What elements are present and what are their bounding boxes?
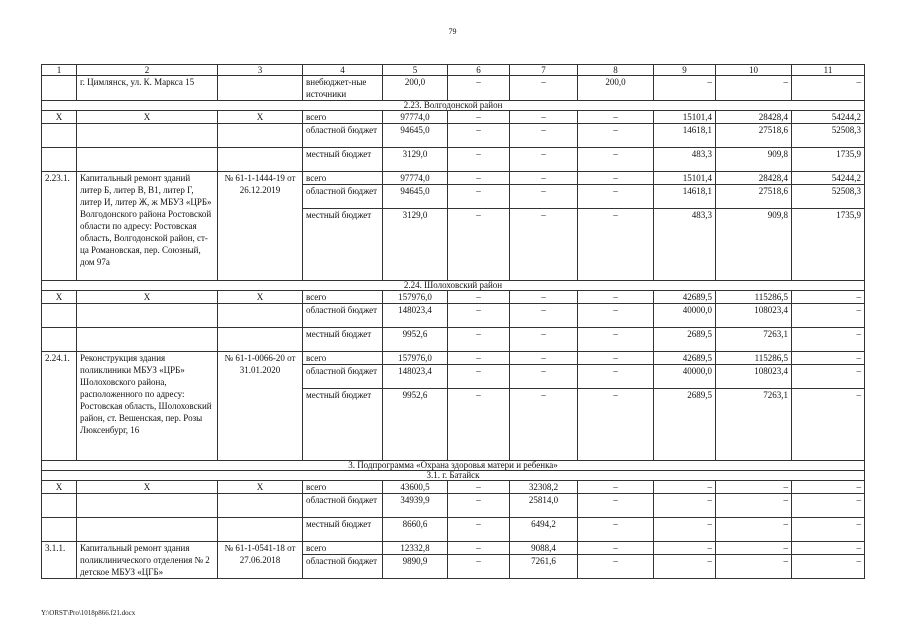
cell-c6: – — [448, 111, 510, 124]
cell-c11: 54244,2 — [792, 111, 865, 124]
cell-c3: Х — [218, 111, 303, 124]
column-number-cell: 10 — [716, 65, 792, 76]
cell-c10: 115286,5 — [716, 352, 792, 365]
cell-c8: – — [578, 124, 654, 148]
cell-c2: Х — [77, 481, 218, 494]
cell-c4: всего — [303, 352, 383, 365]
table-row — [42, 352, 865, 365]
section-heading-row — [42, 471, 865, 481]
table-row — [42, 111, 865, 124]
cell-c9: 14618,1 — [654, 124, 716, 148]
item-description: Капитальный ремонт зданий литер Б, литер В, В1, литер Г, литер И, литер Ж, ж МБУЗ «ЦРБ» Волгодонского района Ростовской области по адресу: Ростовская область, Волгодонской район, ст-ца Романовская, пер. Союзный, дом 97а — [77, 172, 218, 281]
cell-c10: 909,8 — [716, 148, 792, 172]
cell-c7: – — [510, 185, 578, 209]
cell-c9: 2689,5 — [654, 328, 716, 352]
column-number-row — [42, 65, 865, 76]
cell-c3 — [218, 494, 303, 518]
cell-c11: – — [792, 481, 865, 494]
section-heading-row — [42, 101, 865, 111]
cell-c7: – — [510, 172, 578, 185]
cell-c8: – — [578, 494, 654, 518]
cell-c8: – — [578, 291, 654, 304]
cell-c8: 200,0 — [578, 76, 654, 101]
section-heading: 3.1. г. Батайск — [42, 471, 865, 481]
column-number-cell: 1 — [42, 65, 77, 76]
cell-c3: Х — [218, 291, 303, 304]
cell-c8: – — [578, 542, 654, 555]
cell-c4: местный бюджет — [303, 518, 383, 542]
cell-c11: – — [792, 555, 865, 579]
cell-c8: – — [578, 555, 654, 579]
cell-c2: Х — [77, 291, 218, 304]
cell-c2: г. Цимлянск, ул. К. Маркса 15 — [77, 76, 218, 101]
cell-c1: Х — [42, 291, 77, 304]
cell-c7: – — [510, 389, 578, 461]
cell-c2 — [77, 518, 218, 542]
cell-c10: 28428,4 — [716, 111, 792, 124]
cell-c5: 8660,6 — [383, 518, 448, 542]
cell-c5: 3129,0 — [383, 148, 448, 172]
cell-c2 — [77, 328, 218, 352]
cell-c3: Х — [218, 481, 303, 494]
table-row — [42, 328, 865, 352]
cell-c6: – — [448, 481, 510, 494]
column-number-cell: 3 — [218, 65, 303, 76]
cell-c6: – — [448, 328, 510, 352]
table-row — [42, 304, 865, 328]
cell-c7: 25814,0 — [510, 494, 578, 518]
cell-c4: всего — [303, 172, 383, 185]
item-document: № 61-1-1444-19 от 26.12.2019 — [218, 172, 303, 281]
cell-c1 — [42, 124, 77, 148]
file-path-footer: Y:\ORST\Pro\1018p866.f21.docx — [41, 609, 136, 617]
cell-c5: 9952,6 — [383, 328, 448, 352]
table-row — [42, 494, 865, 518]
section-heading-row — [42, 461, 865, 471]
cell-c5: 157976,0 — [383, 352, 448, 365]
cell-c7: 32308,2 — [510, 481, 578, 494]
cell-c9: 40000,0 — [654, 304, 716, 328]
cell-c1 — [42, 148, 77, 172]
cell-c9: 15101,4 — [654, 172, 716, 185]
cell-c1: Х — [42, 481, 77, 494]
cell-c7: – — [510, 111, 578, 124]
item-number: 2.24.1. — [42, 352, 77, 461]
cell-c9: 2689,5 — [654, 389, 716, 461]
cell-c8: – — [578, 352, 654, 365]
cell-c4: всего — [303, 481, 383, 494]
cell-c3 — [218, 328, 303, 352]
cell-c7: 6494,2 — [510, 518, 578, 542]
cell-c7: – — [510, 291, 578, 304]
cell-c5: 94645,0 — [383, 185, 448, 209]
item-description: Реконструкция здания поликлиники МБУЗ «ЦРБ» Шолоховского района, расположенного по адресу: Ростовская область, Шолоховский район, ст. Вешенская, пер. Розы Люксенбург, 16 — [77, 352, 218, 461]
cell-c11: 1735,9 — [792, 148, 865, 172]
cell-c6: – — [448, 555, 510, 579]
cell-c11: – — [792, 518, 865, 542]
cell-c4: местный бюджет — [303, 148, 383, 172]
cell-c8: – — [578, 481, 654, 494]
cell-c11: – — [792, 542, 865, 555]
cell-c10: – — [716, 76, 792, 101]
cell-c1 — [42, 494, 77, 518]
cell-c5: 148023,4 — [383, 304, 448, 328]
cell-c11: 52508,3 — [792, 124, 865, 148]
column-number-cell: 2 — [77, 65, 218, 76]
cell-c9: – — [654, 494, 716, 518]
cell-c10: 7263,1 — [716, 328, 792, 352]
cell-c6: – — [448, 148, 510, 172]
section-heading-row — [42, 281, 865, 291]
cell-c10: – — [716, 518, 792, 542]
cell-c8: – — [578, 518, 654, 542]
cell-c7: – — [510, 76, 578, 101]
cell-c11: – — [792, 352, 865, 365]
cell-c10: 28428,4 — [716, 172, 792, 185]
cell-c10: 27518,6 — [716, 185, 792, 209]
cell-c6: – — [448, 518, 510, 542]
cell-c7: – — [510, 352, 578, 365]
table-row — [42, 148, 865, 172]
cell-c6: – — [448, 365, 510, 389]
cell-c7: 9088,4 — [510, 542, 578, 555]
cell-c2: Х — [77, 111, 218, 124]
column-number-cell: 6 — [448, 65, 510, 76]
column-number-cell: 5 — [383, 65, 448, 76]
cell-c6: – — [448, 124, 510, 148]
cell-c9: 483,3 — [654, 209, 716, 281]
cell-c3 — [218, 148, 303, 172]
column-number-cell: 7 — [510, 65, 578, 76]
cell-c3 — [218, 124, 303, 148]
cell-c4: местный бюджет — [303, 209, 383, 281]
cell-c3 — [218, 76, 303, 101]
cell-c6: – — [448, 185, 510, 209]
cell-c11: – — [792, 328, 865, 352]
cell-c10: 27518,6 — [716, 124, 792, 148]
cell-c9: – — [654, 518, 716, 542]
cell-c7: 7261,6 — [510, 555, 578, 579]
cell-c1: Х — [42, 111, 77, 124]
cell-c11: 1735,9 — [792, 209, 865, 281]
cell-c11: – — [792, 76, 865, 101]
column-number-cell: 11 — [792, 65, 865, 76]
column-number-cell: 8 — [578, 65, 654, 76]
section-heading: 2.23. Волгодонской район — [42, 101, 865, 111]
budget-table — [41, 64, 865, 579]
cell-c8: – — [578, 111, 654, 124]
cell-c5: 12332,8 — [383, 542, 448, 555]
cell-c5: 9890,9 — [383, 555, 448, 579]
cell-c7: – — [510, 209, 578, 281]
item-document: № 61-1-0066-20 от 31.01.2020 — [218, 352, 303, 461]
cell-c9: – — [654, 542, 716, 555]
cell-c10: 108023,4 — [716, 304, 792, 328]
table-row — [42, 124, 865, 148]
cell-c7: – — [510, 124, 578, 148]
cell-c10: 108023,4 — [716, 365, 792, 389]
cell-c1 — [42, 328, 77, 352]
section-heading: 2.24. Шолоховский район — [42, 281, 865, 291]
cell-c4: местный бюджет — [303, 389, 383, 461]
cell-c6: – — [448, 389, 510, 461]
item-document: № 61-1-0541-18 от 27.06.2018 — [218, 542, 303, 579]
table-row — [42, 481, 865, 494]
cell-c10: 909,8 — [716, 209, 792, 281]
cell-c2 — [77, 124, 218, 148]
cell-c8: – — [578, 185, 654, 209]
cell-c9: 483,3 — [654, 148, 716, 172]
cell-c7: – — [510, 304, 578, 328]
cell-c4: внебюджет-ные источники — [303, 76, 383, 101]
item-number: 3.1.1. — [42, 542, 77, 579]
cell-c6: – — [448, 304, 510, 328]
cell-c5: 34939,9 — [383, 494, 448, 518]
cell-c6: – — [448, 542, 510, 555]
item-description: Капитальный ремонт здания поликлинического отделения № 2 детское МБУЗ «ЦГБ» — [77, 542, 218, 579]
cell-c11: 52508,3 — [792, 185, 865, 209]
column-number-cell: 4 — [303, 65, 383, 76]
table-row — [42, 518, 865, 542]
cell-c5: 43600,5 — [383, 481, 448, 494]
cell-c2 — [77, 304, 218, 328]
cell-c10: 115286,5 — [716, 291, 792, 304]
cell-c6: – — [448, 494, 510, 518]
cell-c9: – — [654, 481, 716, 494]
cell-c4: местный бюджет — [303, 328, 383, 352]
cell-c8: – — [578, 209, 654, 281]
cell-c4: областной бюджет — [303, 555, 383, 579]
cell-c3 — [218, 518, 303, 542]
table-row — [42, 172, 865, 185]
table-row — [42, 76, 865, 101]
cell-c3 — [218, 304, 303, 328]
cell-c9: 14618,1 — [654, 185, 716, 209]
cell-c8: – — [578, 389, 654, 461]
cell-c4: областной бюджет — [303, 185, 383, 209]
cell-c10: – — [716, 555, 792, 579]
cell-c11: – — [792, 291, 865, 304]
cell-c11: – — [792, 389, 865, 461]
cell-c10: – — [716, 494, 792, 518]
cell-c9: – — [654, 76, 716, 101]
cell-c10: – — [716, 542, 792, 555]
cell-c10: – — [716, 481, 792, 494]
cell-c8: – — [578, 304, 654, 328]
cell-c7: – — [510, 365, 578, 389]
cell-c6: – — [448, 172, 510, 185]
cell-c4: областной бюджет — [303, 365, 383, 389]
cell-c9: 15101,4 — [654, 111, 716, 124]
cell-c4: всего — [303, 542, 383, 555]
cell-c8: – — [578, 172, 654, 185]
cell-c11: – — [792, 494, 865, 518]
cell-c5: 97774,0 — [383, 111, 448, 124]
cell-c10: 7263,1 — [716, 389, 792, 461]
cell-c6: – — [448, 76, 510, 101]
table-row — [42, 542, 865, 555]
cell-c4: всего — [303, 111, 383, 124]
cell-c11: – — [792, 304, 865, 328]
cell-c6: – — [448, 352, 510, 365]
cell-c1 — [42, 304, 77, 328]
cell-c9: 40000,0 — [654, 365, 716, 389]
cell-c4: областной бюджет — [303, 494, 383, 518]
cell-c6: – — [448, 209, 510, 281]
cell-c5: 3129,0 — [383, 209, 448, 281]
cell-c11: 54244,2 — [792, 172, 865, 185]
cell-c11: – — [792, 365, 865, 389]
table-row — [42, 291, 865, 304]
cell-c8: – — [578, 365, 654, 389]
cell-c1 — [42, 518, 77, 542]
cell-c1 — [42, 76, 77, 101]
section-heading: 3. Подпрограмма «Охрана здоровья матери и ребенка» — [42, 461, 865, 471]
cell-c5: 9952,6 — [383, 389, 448, 461]
cell-c5: 94645,0 — [383, 124, 448, 148]
cell-c9: 42689,5 — [654, 291, 716, 304]
cell-c8: – — [578, 148, 654, 172]
column-number-cell: 9 — [654, 65, 716, 76]
cell-c5: 200,0 — [383, 76, 448, 101]
cell-c9: – — [654, 555, 716, 579]
page-number: 79 — [448, 27, 457, 36]
cell-c9: 42689,5 — [654, 352, 716, 365]
item-number: 2.23.1. — [42, 172, 77, 281]
cell-c2 — [77, 494, 218, 518]
cell-c2 — [77, 148, 218, 172]
cell-c5: 148023,4 — [383, 365, 448, 389]
cell-c4: областной бюджет — [303, 124, 383, 148]
cell-c4: областной бюджет — [303, 304, 383, 328]
cell-c7: – — [510, 328, 578, 352]
cell-c5: 157976,0 — [383, 291, 448, 304]
cell-c6: – — [448, 291, 510, 304]
cell-c5: 97774,0 — [383, 172, 448, 185]
cell-c4: всего — [303, 291, 383, 304]
cell-c8: – — [578, 328, 654, 352]
cell-c7: – — [510, 148, 578, 172]
